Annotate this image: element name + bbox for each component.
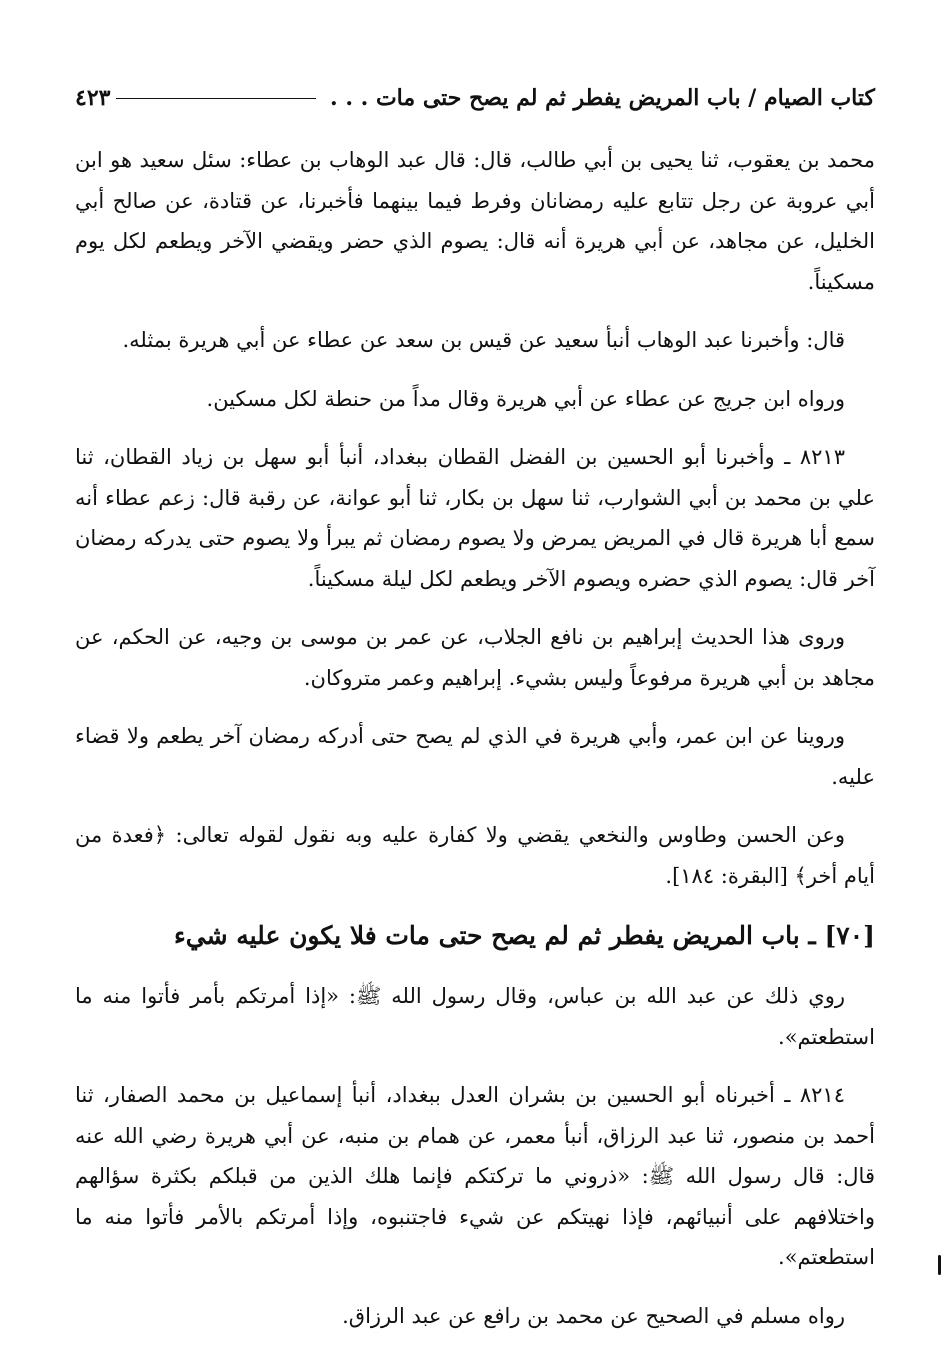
paragraph: رواه مسلم في الصحيح عن محمد بن رافع عن عبد الرزاق. <box>342 1303 845 1328</box>
section-heading: [٧٠] ـ باب المريض يفطر ثم لم يصح حتى مات فلا يكون عليه شيء <box>173 921 875 950</box>
paragraph: روي ذلك عن عبد الله بن عباس، وقال رسول الله ﷺ: «إذا أمرتكم بأمر فأتوا منه ما استطعتم». <box>75 984 875 1049</box>
hadith-8214: ٨٢١٤ ـ أخبرناه أبو الحسين بن بشران العدل ببغداد، أنبأ إسماعيل بن محمد الصفار، ثنا أحمد بن منصور، ثنا عبد الرزاق، أنبأ معمر، عن همام بن منبه، عن أبي هريرة رضي الله عنه قال: قال رسول الله ﷺ: «ذروني ما تركتكم فإنما هلك الذين من قبلكم بكثرة سؤالهم واختلافهم على أنبيائهم، فإذا نهيتكم عن شيء فاجتنبوه، وإذا أمرتكم بالأمر فأتوا منه ما استطعتم». <box>75 1083 875 1269</box>
hadith-8213: ٨٢١٣ ـ وأخبرنا أبو الحسين بن الفضل القطان ببغداد، أنبأ أبو سهل بن زياد القطان، ثنا علي بن محمد بن أبي الشوارب، ثنا سهل بن بكار، ثنا أبو عوانة، عن رقبة قال: زعم عطاء أنه سمع أبا هريرة قال في المريض يمرض ولا يصوم رمضان ثم يبرأ ولا يصوم حتى يدركه رمضان آخر قال: يصوم الذي حضره ويصوم الآخر ويطعم لكل ليلة مسكيناً. <box>75 445 875 591</box>
page-number: ٤٢٣ <box>75 85 111 111</box>
paragraph: وروينا عن ابن عمر، وأبي هريرة في الذي لم يصح حتى أدركه رمضان آخر يطعم ولا قضاء عليه. <box>75 724 875 789</box>
header-title: كتاب الصيام / باب المريض يفطر ثم لم يصح حتى مات . . . <box>330 85 875 111</box>
paragraph-continuation: محمد بن يعقوب، ثنا يحيى بن أبي طالب، قال: قال عبد الوهاب بن عطاء: سئل سعيد هو ابن أبي عروبة عن رجل تتابع عليه رمضانان وفرط فيما بينهما فأخبرنا، عن قتادة، عن صالح أبي الخليل، عن مجاهد، عن أبي هريرة أنه قال: يصوم الذي حضر ويقضي الآخر ويطعم لكل يوم مسكيناً. <box>75 148 875 294</box>
paragraph: قال: وأخبرنا عبد الوهاب أنبأ سعيد عن قيس بن سعد عن عطاء عن أبي هريرة بمثله. <box>122 328 845 352</box>
page-body <box>75 140 875 1354</box>
running-header <box>75 80 875 116</box>
paragraph: وعن الحسن وطاوس والنخعي يقضي ولا كفارة عليه وبه نقول لقوله تعالى: ﴿فعدة من أيام أخر﴾ [البقرة: ١٨٤]. <box>75 823 875 888</box>
paragraph: ورواه ابن جريج عن عطاء عن أبي هريرة وقال مداً من حنطة لكل مسكين. <box>206 386 845 411</box>
header-rule <box>116 98 316 99</box>
margin-mark <box>938 1255 941 1275</box>
paragraph: وروى هذا الحديث إبراهيم بن نافع الجلاب، عن عمر بن موسى بن وجيه، عن الحكم، عن مجاهد بن أبي هريرة مرفوعاً وليس بشيء. إبراهيم وعمر متروكان. <box>75 625 875 690</box>
